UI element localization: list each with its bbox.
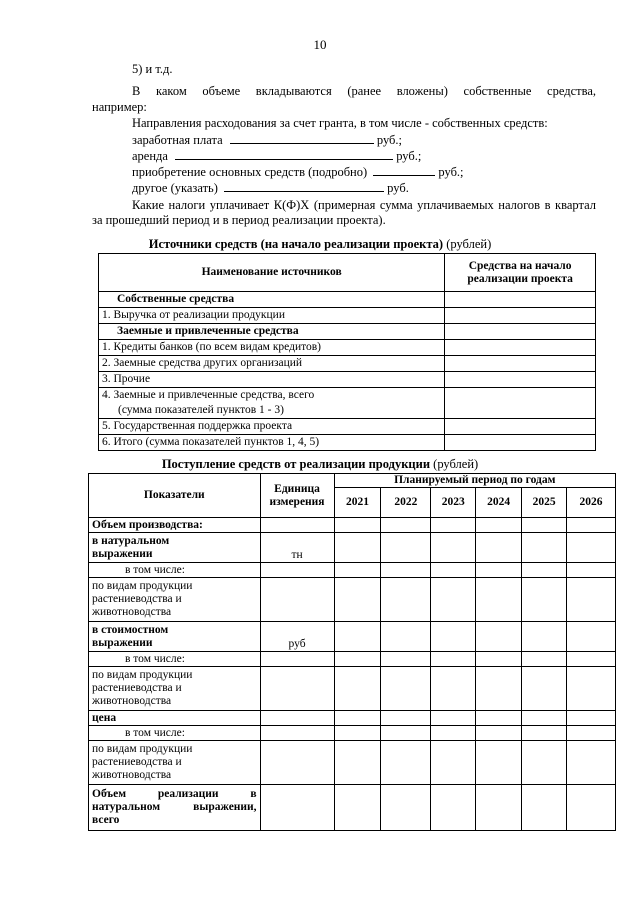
row-natural-terms-line1: в натуральном [92, 534, 170, 547]
row-natural-terms-line2: выражении [92, 547, 153, 560]
other-field[interactable] [224, 180, 384, 192]
table1-caption-unit: (рублей) [443, 237, 492, 251]
row-state-support: 5. Государственная поддержка проекта [99, 419, 445, 435]
row-own-funds: Собственные средства [99, 292, 445, 308]
rent-line [132, 148, 421, 164]
row-including: в том числе: [89, 652, 261, 667]
row-including: в том числе: [89, 726, 261, 741]
row-sales-revenue: 1. Выручка от реализации продукции [99, 308, 445, 324]
fixed-assets-line [132, 164, 464, 180]
other-unit: руб. [387, 181, 409, 195]
rent-field[interactable] [175, 148, 393, 160]
year-header: 2024 [476, 488, 522, 518]
row-production-volume: Объем производства: [89, 518, 261, 533]
table1-caption-title: Источники средств (на начало реализации проекта) [148, 237, 444, 251]
col-header-indicators: Показатели [89, 474, 261, 518]
row-borrowed-funds: Заемные и привлеченные средства [99, 324, 445, 340]
row-borrowed-total-note: (сумма показателей пунктов 1 - 3) [118, 404, 284, 416]
table2-caption [0, 457, 640, 472]
other-label: другое (указать) [132, 181, 218, 195]
year-header: 2022 [381, 488, 431, 518]
row-value-terms: в стоимостном выражении [89, 622, 261, 652]
rent-label: аренда [132, 149, 168, 163]
table2-caption-title: Поступление средств от реализации продукции [161, 457, 431, 471]
row-other: 3. Прочие [99, 372, 445, 388]
taxes-question: Какие налоги уплачивает К(Ф)Х (примерная сумма уплачиваемых налогов в квартал [132, 198, 596, 212]
table1-caption [0, 237, 640, 252]
salary-field[interactable] [230, 132, 374, 144]
cell-sales-revenue[interactable] [445, 308, 596, 324]
own-funds-question-cont: например: [92, 100, 147, 114]
salary-label: заработная плата [132, 133, 223, 147]
col-header-planned-period: Планируемый период по годам [334, 474, 616, 488]
row-including: в том числе: [89, 563, 261, 578]
cell-state-support[interactable] [445, 419, 596, 435]
salary-line [132, 132, 402, 148]
row-by-product-type: по видам продукции растениеводства и животноводства [89, 667, 261, 711]
row-natural-terms [89, 533, 261, 563]
year-header: 2021 [334, 488, 381, 518]
rent-unit: руб.; [396, 149, 422, 163]
page-number: 10 [313, 37, 327, 52]
item-5: 5) и т.д. [132, 62, 173, 76]
cell-other-org-loans[interactable] [445, 356, 596, 372]
product-sales-table [88, 473, 616, 831]
row-price: цена [89, 711, 261, 726]
unit-tn: тн [260, 533, 334, 563]
taxes-question-cont: за прошедший период и в период реализации проекта). [92, 213, 386, 227]
cell-own-funds[interactable] [445, 292, 596, 308]
row-borrowed-total [99, 388, 445, 419]
col-header-unit: Единица измерения [260, 474, 334, 518]
table2-caption-unit: (рублей) [430, 457, 479, 471]
row-by-product-type: по видам продукции растениеводства и животноводства [89, 578, 261, 622]
year-header: 2025 [522, 488, 567, 518]
row-total: 6. Итого (сумма показателей пунктов 1, 4, 5) [99, 435, 445, 451]
salary-unit: руб.; [376, 133, 403, 147]
unit-rub: руб [260, 622, 334, 652]
year-header: 2023 [431, 488, 476, 518]
year-header: 2026 [567, 488, 616, 518]
row-sales-volume: Объем реализации в натуральном выражении, всего [89, 785, 261, 831]
own-funds-question: В каком объеме вкладываются (ранее вложены) собственные средства, [132, 84, 596, 98]
col-header-funds: Средства на начало реализации проекта [445, 254, 596, 292]
cell-total[interactable] [445, 435, 596, 451]
row-other-org-loans: 2. Заемные средства других организаций [99, 356, 445, 372]
cell-borrowed-funds[interactable] [445, 324, 596, 340]
row-borrowed-total-label: 4. Заемные и привлеченные средства, всего [102, 389, 315, 401]
fixed-assets-unit: руб.; [438, 165, 464, 179]
fixed-assets-label: приобретение основных средств (подробно) [132, 165, 368, 179]
funding-sources-table [98, 253, 596, 451]
fixed-assets-field[interactable] [373, 164, 435, 176]
row-by-product-type: по видам продукции растениеводства и животноводства [89, 741, 261, 785]
cell-borrowed-total[interactable] [445, 388, 596, 419]
col-header-source-name: Наименование источников [99, 254, 445, 292]
spending-directions: Направления расходования за счет гранта, в том числе - собственных средств: [132, 116, 548, 130]
row-bank-loans: 1. Кредиты банков (по всем видам кредитов) [99, 340, 445, 356]
cell-other[interactable] [445, 372, 596, 388]
other-line [132, 180, 409, 196]
cell-bank-loans[interactable] [445, 340, 596, 356]
